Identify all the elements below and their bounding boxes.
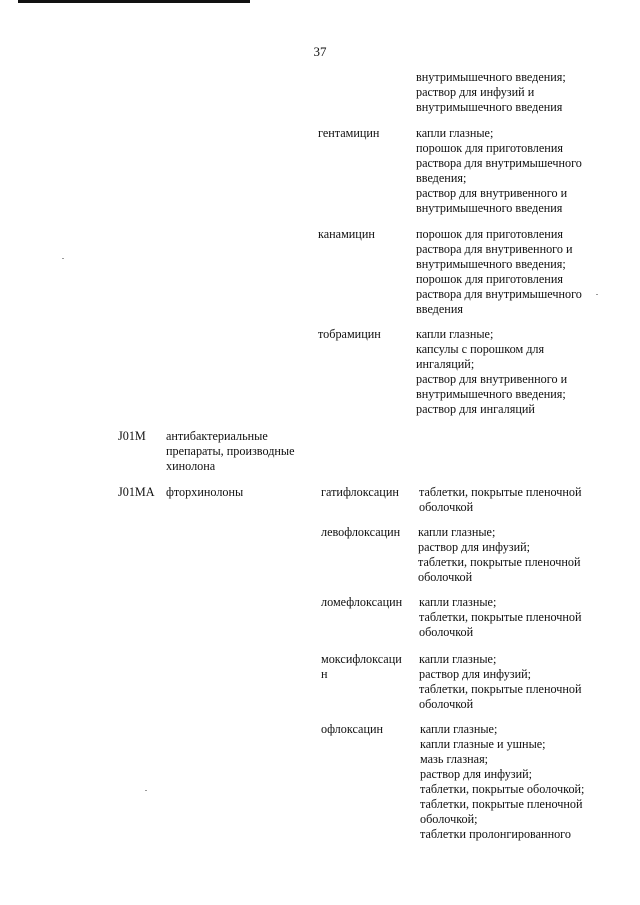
subgroup-code: J01MA xyxy=(118,485,155,499)
drug-name: гатифлоксацин xyxy=(321,485,399,499)
drug-name: гентамицин xyxy=(318,126,380,140)
form-line: капли глазные; xyxy=(420,722,498,736)
drug-name: тобрамицин xyxy=(318,327,381,341)
form-line: оболочкой xyxy=(418,570,473,584)
scan-speck xyxy=(62,258,64,259)
form-line: оболочкой; xyxy=(420,812,478,826)
form-line: внутримышечного введения xyxy=(416,201,563,215)
form-line: капли глазные; xyxy=(418,525,496,539)
drug-name: ломефлоксацин xyxy=(321,595,403,609)
drug-name: моксифлоксаци xyxy=(321,652,402,666)
form-line: мазь глазная; xyxy=(420,752,489,766)
form-line: раствора для внутривенного и xyxy=(416,242,573,256)
form-line: капли глазные; xyxy=(419,652,497,666)
form-line: капли глазные; xyxy=(416,126,494,140)
form-line: раствор для инфузий; xyxy=(420,767,533,781)
form-line: внутримышечного введения; xyxy=(416,387,566,401)
page-number: 37 xyxy=(313,44,327,59)
group-name: антибактериальные xyxy=(166,429,268,443)
drug-name: офлоксацин xyxy=(321,722,384,736)
subgroup-name: фторхинолоны xyxy=(166,485,244,499)
form-line: порошок для приготовления xyxy=(416,227,563,241)
form-line: капли глазные и ушные; xyxy=(420,737,546,751)
form-line: введения; xyxy=(416,171,467,185)
form-line: раствор для инфузий; xyxy=(419,667,532,681)
group-name: препараты, производные xyxy=(166,444,295,458)
form-line: введения xyxy=(416,302,463,316)
form-line: порошок для приготовления xyxy=(416,141,563,155)
top-rule xyxy=(18,0,250,3)
form-line: таблетки, покрытые пленочной xyxy=(419,485,582,499)
form-line: таблетки, покрытые пленочной xyxy=(418,555,581,569)
form-line: раствор для инфузий и xyxy=(416,85,535,99)
drug-name: левофлоксацин xyxy=(321,525,401,539)
form-line: таблетки, покрытые оболочкой; xyxy=(420,782,585,796)
form-line: раствор для внутривенного и xyxy=(416,186,568,200)
form-line: капли глазные; xyxy=(419,595,497,609)
form-line: внутримышечного введения; xyxy=(416,70,566,84)
drug-name: н xyxy=(321,667,328,681)
form-line: раствора для внутримышечного xyxy=(416,156,582,170)
form-line: раствор для инфузий; xyxy=(418,540,531,554)
form-line: таблетки, покрытые пленочной xyxy=(420,797,583,811)
form-line: капли глазные; xyxy=(416,327,494,341)
form-line: оболочкой xyxy=(419,500,474,514)
form-line: внутримышечного введения xyxy=(416,100,563,114)
form-line: оболочкой xyxy=(419,697,474,711)
form-line: раствора для внутримышечного xyxy=(416,287,582,301)
form-line: капсулы с порошком для xyxy=(416,342,545,356)
form-line: ингаляций; xyxy=(416,357,475,371)
scan-speck xyxy=(596,294,598,295)
form-line: таблетки, покрытые пленочной xyxy=(419,682,582,696)
form-line: оболочкой xyxy=(419,625,474,639)
form-line: таблетки, покрытые пленочной xyxy=(419,610,582,624)
form-line: таблетки пролонгированного xyxy=(420,827,571,841)
form-line: порошок для приготовления xyxy=(416,272,563,286)
form-line: раствор для ингаляций xyxy=(416,402,535,416)
drug-name: канамицин xyxy=(318,227,375,241)
group-name: хинолона xyxy=(166,459,216,473)
group-code: J01M xyxy=(118,429,146,443)
scan-speck xyxy=(145,790,147,791)
form-line: раствор для внутривенного и xyxy=(416,372,568,386)
form-line: внутримышечного введения; xyxy=(416,257,566,271)
